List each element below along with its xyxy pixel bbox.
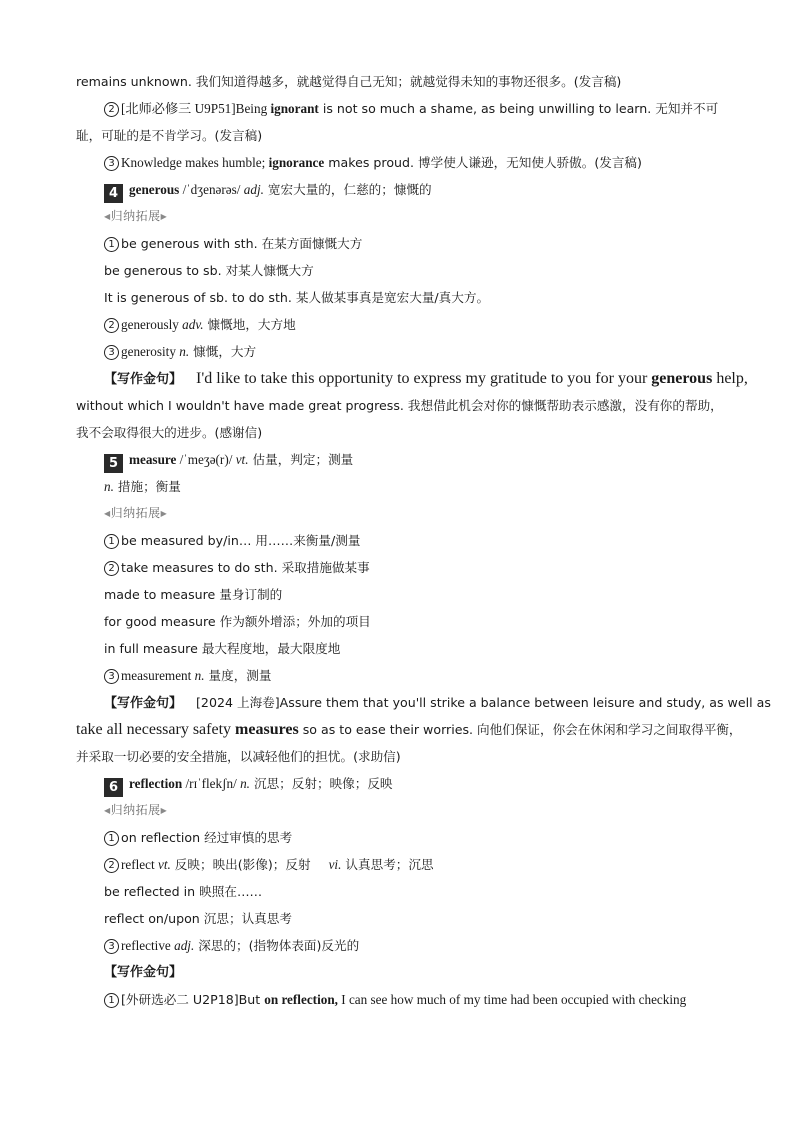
text-line: 耻，可耻的是不肯学习。(发言稿) (76, 128, 263, 143)
expansion-item-1: 1 be generous with sth. 在某方面慷慨大方 (76, 230, 718, 257)
headword: reflection (129, 776, 183, 791)
triangle-left-icon: ◀ (104, 509, 111, 518)
expansion-item-3: 3 measurement n. 量度，测量 (76, 662, 718, 689)
triangle-left-icon: ◀ (104, 212, 111, 221)
circled-number: 2 (104, 102, 119, 117)
phonetic: /rɪˈflekʃn/ (182, 776, 241, 791)
example-sentence-3: 3 Knowledge makes humble; ignorance makes proud. 博学使人谦逊，无知使人骄傲。(发言稿) (76, 149, 718, 176)
expansion-subitem: be generous to sb. 对某人慷慨大方 (104, 263, 314, 278)
entry-number-badge: 4 (104, 184, 123, 203)
triangle-right-icon: ▶ (160, 509, 168, 518)
section-tag-expand: ◀归纳拓展▶ (104, 209, 168, 223)
expansion-item-1: 1 be measured by/in… 用……来衡量/测量 (76, 527, 718, 554)
expansion-subitem: for good measure 作为额外增添；外加的项目 (104, 614, 371, 629)
expansion-subitem: in full measure 最大程度地，最大限度地 (104, 641, 341, 656)
example-sentence-2: 2 [北师必修三 U9P51]Being ignorant is not so much a shame, as being unwilling to learn. 无知并不可 (76, 95, 718, 122)
entry-number-badge: 6 (104, 778, 123, 797)
entry-number-badge: 5 (104, 454, 123, 473)
triangle-left-icon: ◀ (104, 806, 111, 815)
expansion-item-1: 1 on reflection 经过审慎的思考 (76, 824, 718, 851)
expansion-subitem: It is generous of sb. to do sth. 某人做某事真是宽宏大量/真大方。 (104, 290, 490, 305)
section-tag-expand: ◀归纳拓展▶ (104, 803, 168, 817)
expansion-subitem: made to measure 量身订制的 (104, 587, 283, 602)
expansion-item-2: 2 take measures to do sth. 采取措施做某事 (76, 554, 718, 581)
phonetic: /ˈdʒenərəs/ (179, 182, 244, 197)
writing-sentence: 【写作金句】 I'd like to take this opportunity to express my gratitude to you for your generous help, without which I wouldn't have made great progress. 我想借此机会对你的慷慨帮助表示感激，没有你的帮助， 我不会取得很大的进步。(感谢信) (76, 370, 748, 440)
sense-line: n. 措施；衡量 (104, 479, 181, 494)
phonetic: /ˈmeʒə(r)/ (176, 452, 236, 467)
entry-heading-measure: 5 measure /ˈmeʒə(r)/ vt. 估量，判定；测量 (76, 446, 718, 473)
writing-sentence: 【写作金句】 [2024 上海卷]Assure them that you'll strike a balance between leisure and study, as well as take all necessary safety measures so as to ease their worries. 向他们保证，你会在休闲和学习之间取得平衡， 并采取一切必要的安全措施，以减轻他们的担忧。(求助信) (76, 695, 771, 764)
circled-number: 3 (104, 156, 119, 171)
entry-heading-reflection: 6 reflection /rɪˈflekʃn/ n. 沉思；反射；映像；反映 (76, 770, 718, 797)
entry-heading-generous: 4 generous /ˈdʒenərəs/ adj. 宽宏大量的，仁慈的；慷慨的 (76, 176, 718, 203)
expansion-item-2: 2 reflect vt. 反映；映出(影像)；反射 vi. 认真思考；沉思 (76, 851, 718, 878)
expansion-item-3: 3 generosity n. 慷慨，大方 (76, 338, 718, 365)
expansion-subitem: reflect on/upon 沉思；认真思考 (104, 911, 292, 926)
expansion-item-3: 3 reflective adj. 深思的；(指物体表面)反光的 (76, 932, 718, 959)
headword: measure (129, 452, 177, 467)
triangle-right-icon: ▶ (160, 212, 168, 221)
headword: generous (129, 182, 180, 197)
expansion-item-2: 2 generously adv. 慷慨地，大方地 (76, 311, 718, 338)
section-tag-expand: ◀归纳拓展▶ (104, 506, 168, 520)
triangle-right-icon: ▶ (160, 806, 168, 815)
writing-sentence-1: 1 [外研选必二 U2P18]But on reflection, I can see how much of my time had been occupied with checking (76, 986, 718, 1013)
circled-number: 1 (104, 993, 119, 1008)
text-line: remains unknown. 我们知道得越多，就越觉得自己无知；就越觉得未知的事物还很多。(发言稿) (76, 74, 622, 89)
document-page (76, 68, 771, 1013)
writing-label: 【写作金句】 (104, 965, 183, 980)
expansion-subitem: be reflected in 映照在…… (104, 884, 263, 899)
